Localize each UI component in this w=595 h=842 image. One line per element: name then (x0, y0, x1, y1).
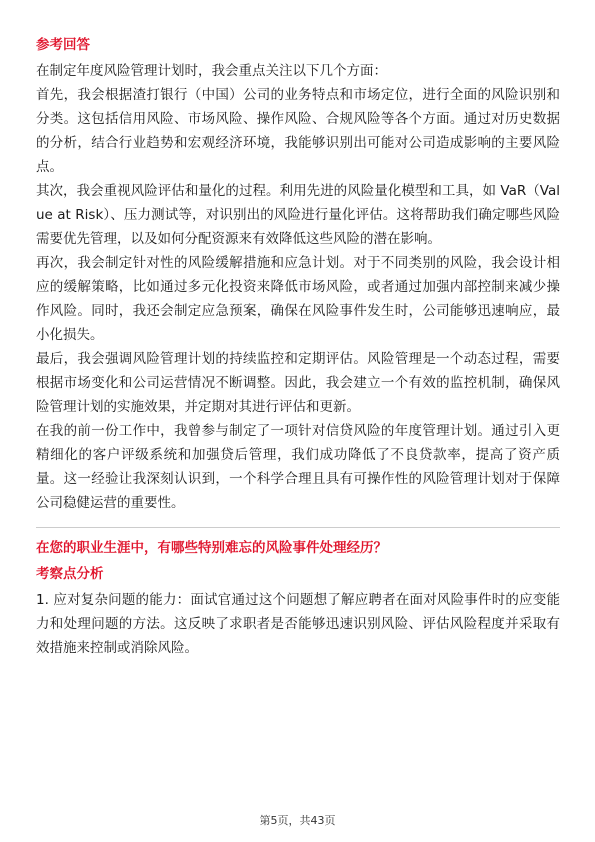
answer-paragraph: 在制定年度风险管理计划时，我会重点关注以下几个方面： (36, 63, 387, 79)
answer-paragraph: 最后，我会强调风险管理计划的持续监控和定期评估。风险管理是一个动态过程，需要根据市场变化和公司运营情况不断调整。因此，我会建立一个有效的监控机制，确保风险管理计划的实施效果，并定期对其进行评估和更新。 (36, 351, 560, 415)
interview-question: 在您的职业生涯中，有哪些特别难忘的风险事件处理经历？ (36, 540, 387, 556)
answer-paragraph: 其次，我会重视风险评估和量化的过程。利用先进的风险量化模型和工具，如 VaR（Value at Risk）、压力测试等，对识别出的风险进行量化评估。这将帮助我们确定哪些风险需要优先管理，以及如何分配资源来有效降低这些风险的潜在影响。 (36, 183, 560, 247)
answer-paragraph: 再次，我会制定针对性的风险缓解措施和应急计划。对于不同类别的风险，我会设计相应的缓解策略，比如通过多元化投资来降低市场风险，或者通过加强内部控制来减少操作风险。同时，我还会制定应急预案，确保在风险事件发生时，公司能够迅速响应，最小化损失。 (36, 255, 560, 343)
page-content (36, 35, 560, 660)
reference-answer-heading: 参考回答 (36, 37, 90, 53)
section-divider (36, 527, 560, 528)
page-number: 第5页，共43页 (259, 814, 336, 827)
analysis-paragraph: 1. 应对复杂问题的能力：面试官通过这个问题想了解应聘者在面对风险事件时的应变能力和处理问题的方法。这反映了求职者是否能够迅速识别风险、评估风险程度并采取有效措施来控制或消除风险。 (36, 592, 560, 656)
analysis-heading: 考察点分析 (36, 566, 104, 582)
answer-paragraph: 首先，我会根据渣打银行（中国）公司的业务特点和市场定位，进行全面的风险识别和分类。这包括信用风险、市场风险、操作风险、合规风险等各个方面。通过对历史数据的分析，结合行业趋势和宏观经济环境，我能够识别出可能对公司造成影响的主要风险点。 (36, 87, 560, 175)
answer-paragraph: 在我的前一份工作中，我曾参与制定了一项针对信贷风险的年度管理计划。通过引入更精细化的客户评级系统和加强贷后管理，我们成功降低了不良贷款率，提高了资产质量。这一经验让我深刻认识到，一个科学合理且具有可操作性的风险管理计划对于保障公司稳健运营的重要性。 (36, 423, 560, 511)
